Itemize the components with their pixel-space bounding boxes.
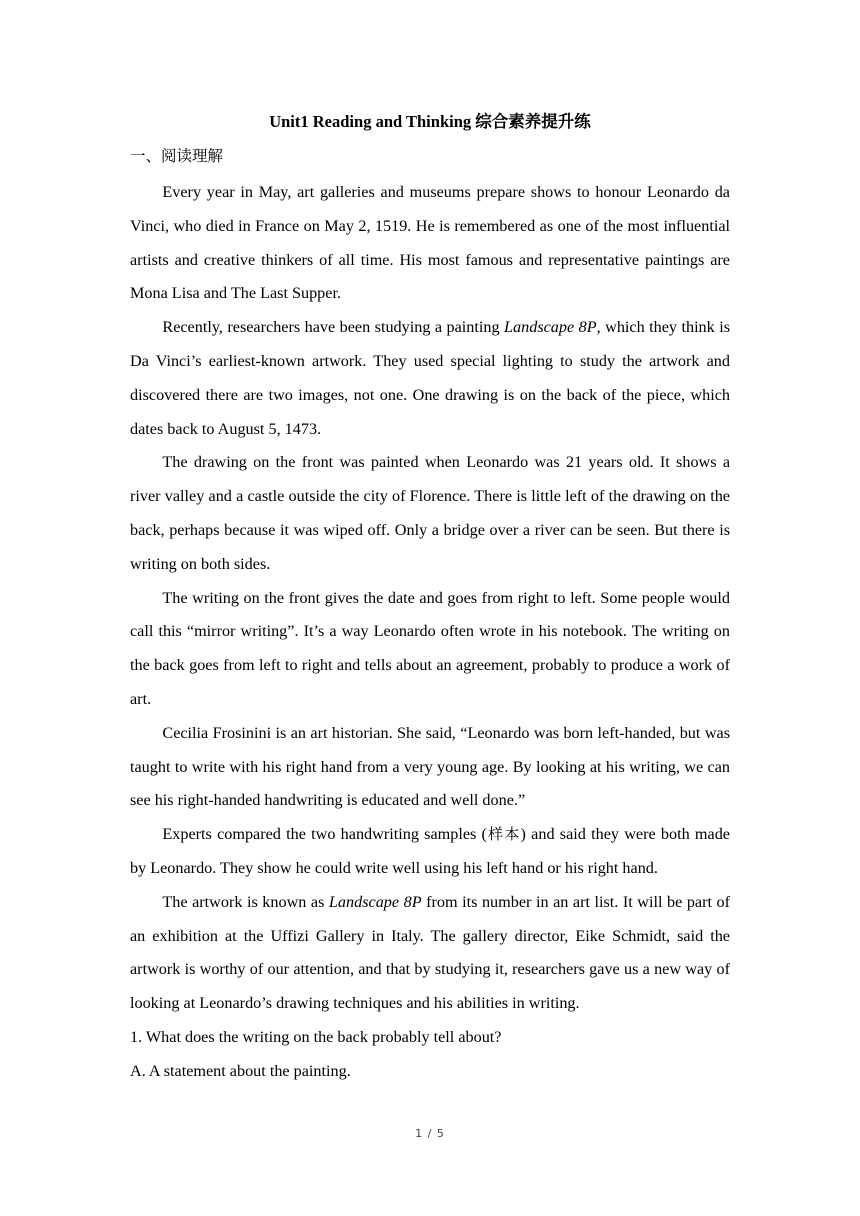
paragraph-6-gloss: 样本 — [486, 825, 521, 844]
paragraph-7 — [130, 886, 730, 1021]
paragraph-5: Cecilia Frosinini is an art historian. She said, “Leonardo was born left-handed, but was taught to write with his right hand from a very young age. By looking at his writing, we can see his right-handed handwriting is educated and well done.” — [130, 723, 730, 810]
paragraph-1: Every year in May, art galleries and museums prepare shows to honour Leonardo da Vinci, who died in France on May 2, 1519. He is remembered as one of the most influential artists and creative thinkers of all time. His most famous and representative paintings are Mona Lisa and The Last Supper. — [130, 183, 730, 303]
page-number: 1 / 5 — [415, 1127, 445, 1140]
paragraph-3: The drawing on the front was painted when Leonardo was 21 years old. It shows a river valley and a castle outside the city of Florence. There is little left of the drawing on the back, perhaps because it was wiped off. Only a bridge over a river can be seen. But there is writing on both sides. — [130, 453, 730, 573]
paragraph-7-text-a: The artwork is known as — [162, 892, 329, 911]
question-1: 1. What does the writing on the back probably tell about? — [130, 1027, 502, 1046]
paragraph-2-artwork-title: Landscape 8P — [504, 318, 597, 337]
paragraph-6 — [130, 818, 730, 886]
paragraph-2 — [130, 311, 730, 446]
question-1-option-a: A. A statement about the painting. — [130, 1061, 351, 1080]
paragraph-2-text-b: , which they think is Da Vinci’s earliest-known artwork. They used special lighting to study the artwork and discovered there are two images, not one. One drawing is on the back of the piece, which dates back to August 5, 1473. — [130, 318, 731, 438]
section-heading: 一、阅读理解 — [130, 147, 224, 165]
paragraph-2-text-a: Recently, researchers have been studying a painting — [162, 318, 505, 337]
document-title: Unit1 Reading and Thinking 综合素养提升练 — [269, 112, 591, 131]
paragraph-7-artwork-title: Landscape 8P — [328, 892, 422, 911]
paragraph-7-text-b: from its number in an art list. It will be part of an exhibition at the Uffizi Gallery in Italy. The gallery director, Eike Schmidt, said the artwork is worthy of our attention, and that by studying it, researchers gave us a new way of looking at Leonardo’s drawing techniques and his abilities in writing. — [130, 892, 730, 1013]
paragraph-4: The writing on the front gives the date and goes from right to left. Some people would call this “mirror writing”. It’s a way Leonardo often wrote in his notebook. The writing on the back goes from left to right and tells about an agreement, probably to produce a work of art. — [130, 588, 730, 708]
passage-body — [130, 176, 730, 1089]
paragraph-6-text-b: ) and said they were both made by Leonardo. They show he could write well using his left hand or his right hand. — [130, 825, 730, 877]
paragraph-6-text-a: Experts compared the two handwriting samples ( — [162, 825, 487, 844]
